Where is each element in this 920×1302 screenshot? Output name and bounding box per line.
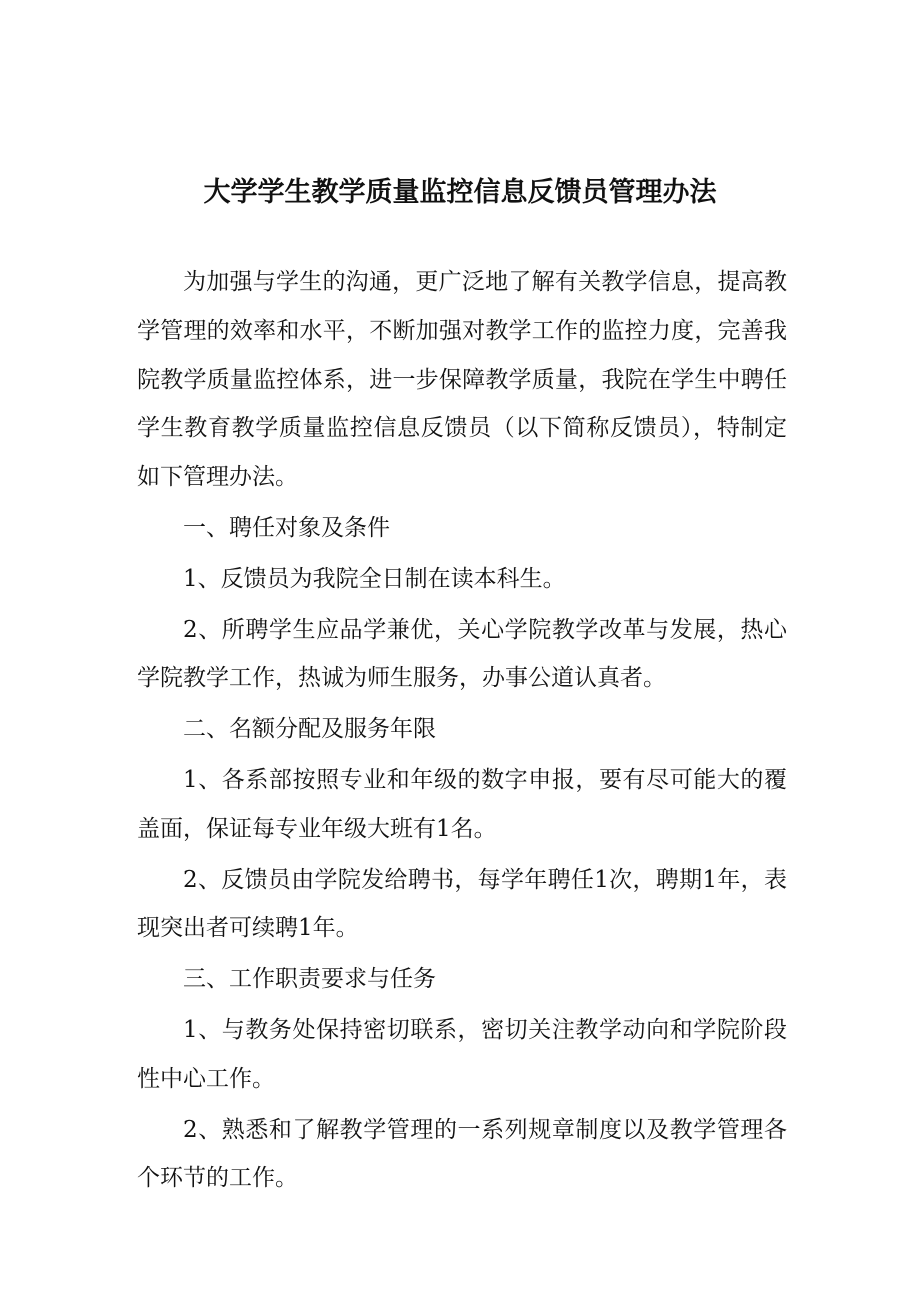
- intro-paragraph: 为加强与学生的沟通，更广泛地了解有关教学信息，提高教学管理的效率和水平，不断加强对教学工作的监控力度，完善我院教学质量监控体系，进一步保障教学质量，我院在学生中聘任学生教育教学质量监控信息反馈员（以下简称反馈员），特制定如下管理办法。: [137, 269, 787, 491]
- section-3-item-2: 2、熟悉和了解教学管理的一系列规章制度以及教学管理各个环节的工作。: [137, 1116, 787, 1192]
- section-1-item-1: 1、反馈员为我院全日制在读本科生。: [183, 565, 566, 592]
- document-body: [137, 258, 787, 1203]
- section-heading-3: 三、工作职责要求与任务: [183, 966, 436, 993]
- section-heading-1: 一、聘任对象及条件: [183, 514, 390, 541]
- document-title: 大学学生教学质量监控信息反馈员管理办法: [203, 177, 717, 208]
- section-3-item-1: 1、与教务处保持密切联系，密切关注教学动向和学院阶段性中心工作。: [137, 1016, 787, 1092]
- section-2-item-1: 1、各系部按照专业和年级的数字申报，要有尽可能大的覆盖面，保证每专业年级大班有1名。: [137, 766, 787, 842]
- section-1-item-2: 2、所聘学生应品学兼优，关心学院教学改革与发展，热心学院教学工作，热诚为师生服务，办事公道认真者。: [137, 616, 787, 692]
- section-2-item-2: 2、反馈员由学院发给聘书，每学年聘任1次，聘期1年，表现突出者可续聘1年。: [137, 866, 787, 942]
- section-heading-2: 二、名额分配及服务年限: [183, 716, 436, 743]
